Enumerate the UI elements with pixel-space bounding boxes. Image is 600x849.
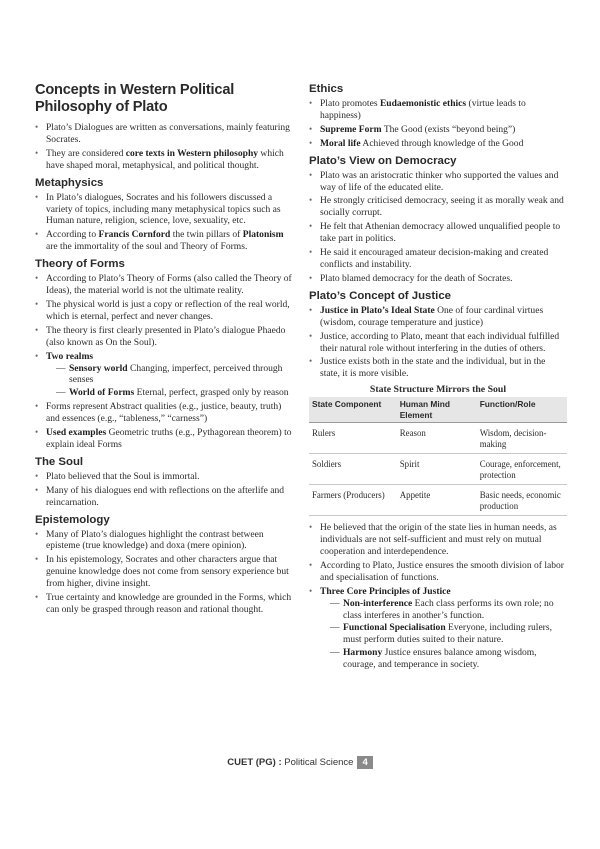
right-column xyxy=(309,82,567,673)
justice-after-list xyxy=(309,522,567,671)
justice-list xyxy=(309,305,567,380)
list-item: • Forms represent Abstract qualities (e.g., justice, beauty, truth) and essences (e.g., “tableness,” “carness”) xyxy=(35,401,295,425)
list-item: • According to Francis Cornford the twin pillars of Platonism are the immortality of the soul and Theory of Forms. xyxy=(35,229,295,253)
page-number: 4 xyxy=(357,756,372,769)
list-item: • Three Core Principles of Justice — Non-interference Each class performs its own role; no class interferes in another’s function. — Functional Specialisation Everyone, including rulers, must perform duties suited to their nature. — Harmony Justice ensures balance among wisdom, courage, and temperance in society. xyxy=(309,586,567,671)
list-item: — Non-interference Each class performs its own role; no class interferes in another’s function. xyxy=(330,598,567,622)
table-header-cell: Human Mind Element xyxy=(397,397,477,423)
table-cell: Soldiers xyxy=(309,454,397,485)
list-item: — Harmony Justice ensures balance among wisdom, courage, and temperance in society. xyxy=(330,647,567,671)
list-item: • Justice, according to Plato, meant that each individual fulfilled their natural role without interfering in the duties of others. xyxy=(309,331,567,355)
democracy-list xyxy=(309,170,567,285)
table-header-row xyxy=(309,397,567,423)
list-item: • Plato was an aristocratic thinker who supported the values and way of life of the educated elite. xyxy=(309,170,567,194)
list-item: • He felt that Athenian democracy allowed unqualified people to take part in politics. xyxy=(309,221,567,245)
metaphysics-list xyxy=(35,192,295,254)
section-heading-justice: Plato’s Concept of Justice xyxy=(309,289,451,302)
table-row xyxy=(309,485,567,516)
intro-list xyxy=(35,122,295,172)
list-item: • In Plato’s dialogues, Socrates and his followers discussed a variety of topics, including many metaphysical topics such as Human nature, religion, science, love, sexuality, etc. xyxy=(35,192,295,228)
table-header-cell: State Component xyxy=(309,397,397,423)
list-item: • Used examples Geometric truths (e.g., Pythagorean theorem) to explain ideal Forms xyxy=(35,427,295,451)
list-item: • He said it encouraged amateur decision-making and created conflicts and instability. xyxy=(309,247,567,271)
section-heading-soul: The Soul xyxy=(35,455,84,468)
list-item: • Plato’s Dialogues are written as conversations, mainly featuring Socrates. xyxy=(35,122,295,146)
section-heading-ethics: Ethics xyxy=(309,83,344,95)
list-item: — Sensory world Changing, imperfect, perceived through senses xyxy=(56,363,295,387)
list-item: • Justice in Plato’s Ideal State One of four cardinal virtues (wisdom, courage temperature and justice) xyxy=(309,305,567,329)
forms-list xyxy=(35,273,295,451)
section-heading-metaphysics: Metaphysics xyxy=(35,176,104,189)
soul-list xyxy=(35,471,295,509)
realms-list xyxy=(46,363,295,400)
list-item: • Plato promotes Eudaemonistic ethics (virtue leads to happiness) xyxy=(309,98,567,122)
page-title: Concepts in Western Political Philosophy of Plato xyxy=(35,82,235,115)
list-item: — World of Forms Eternal, perfect, grasped only by reason xyxy=(56,387,295,399)
footer-label: CUET (PG) : xyxy=(227,757,282,768)
table-cell: Appetite xyxy=(397,485,477,516)
table-cell: Basic needs, economic production xyxy=(477,485,567,516)
page-footer xyxy=(0,756,600,769)
list-item: — Functional Specialisation Everyone, including rulers, must perform duties suited to their nature. xyxy=(330,622,567,646)
table-cell: Courage, enforcement, protection xyxy=(477,454,567,485)
section-heading-forms: Theory of Forms xyxy=(35,258,125,271)
list-item: • Two realms — Sensory world Changing, imperfect, perceived through senses — World of Forms Eternal, perfect, grasped only by reason xyxy=(35,351,295,400)
table-caption: State Structure Mirrors the Soul xyxy=(369,384,507,396)
list-item: • True certainty and knowledge are grounded in the Forms, which can only be grasped through reason and rational thought. xyxy=(35,592,295,616)
list-item: • According to Plato, Justice ensures the smooth division of labor and specialisation of functions. xyxy=(309,560,567,584)
section-heading-democracy: Plato’s View on Democracy xyxy=(309,154,457,167)
table-cell: Wisdom, decision-making xyxy=(477,423,567,454)
table-row xyxy=(309,454,567,485)
footer-subject: Political Science xyxy=(281,757,354,768)
principles-list xyxy=(320,598,567,671)
list-item: • The physical world is just a copy or reflection of the real world, which is eternal, perfect and never changes. xyxy=(35,299,295,323)
list-item: • Plato blamed democracy for the death of Socrates. xyxy=(309,273,567,285)
ethics-list xyxy=(309,98,567,150)
list-item: • Justice exists both in the state and the individual, but in the state, it is more visible. xyxy=(309,356,567,380)
table-cell: Farmers (Producers) xyxy=(309,485,397,516)
list-item: • They are considered core texts in Western philosophy which have shaped moral, metaphysical, and political thought. xyxy=(35,148,295,172)
table-cell: Spirit xyxy=(397,454,477,485)
table-header-cell: Function/Role xyxy=(477,397,567,423)
epistemology-list xyxy=(35,529,295,616)
section-heading-epistemology: Epistemology xyxy=(35,513,110,526)
list-item: • The theory is first clearly presented in Plato’s dialogue Phaedo (also known as On the Soul). xyxy=(35,325,295,349)
table-row xyxy=(309,423,567,454)
list-item: • Moral life Achieved through knowledge of the Good xyxy=(309,138,567,150)
state-structure-table xyxy=(309,397,567,516)
list-item: • Supreme Form The Good (exists “beyond being”) xyxy=(309,124,567,136)
list-item: • He believed that the origin of the state lies in human needs, as individuals are not self-sufficient and must rely on mutual cooperation and interdependence. xyxy=(309,522,567,558)
list-item: • Many of his dialogues end with reflections on the afterlife and reincarnation. xyxy=(35,485,295,509)
list-item: • According to Plato’s Theory of Forms (also called the Theory of Ideas), the material world is not the ultimate reality. xyxy=(35,273,295,297)
list-item: • He strongly criticised democracy, seeing it as morally weak and socially corrupt. xyxy=(309,195,567,219)
table-cell: Rulers xyxy=(309,423,397,454)
left-column xyxy=(35,82,295,618)
list-item: • Plato believed that the Soul is immortal. xyxy=(35,471,295,483)
table-cell: Reason xyxy=(397,423,477,454)
list-item: • In his epistemology, Socrates and other characters argue that genuine knowledge does not come from sensory experience but from higher, divine insight. xyxy=(35,554,295,590)
list-item: • Many of Plato’s dialogues highlight the contrast between episteme (true knowledge) and doxa (mere opinion). xyxy=(35,529,295,553)
